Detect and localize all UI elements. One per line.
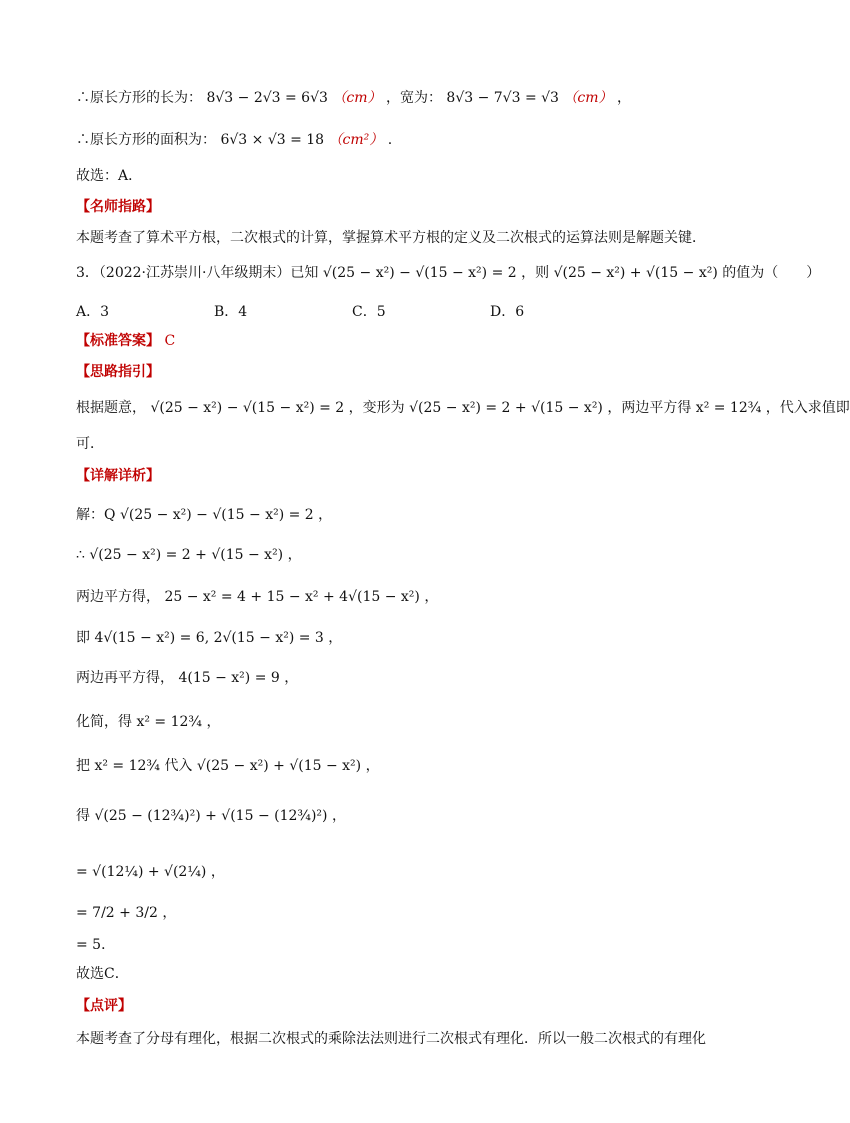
text: ， [617,90,631,106]
dianping-text: 本题考查了分母有理化，根据二次根式的乘除法法则进行二次根式有理化．所以一般二次根式的有理化 [76,1031,706,1047]
solution-step-2 [76,545,302,565]
option-b: B．4 [214,304,248,320]
text: ， [287,547,302,563]
text: 得 [76,808,90,824]
area-line [76,130,392,150]
math-expression: √(25 − x²) − √(15 − x²) = 2 [322,265,517,281]
standard-answer [76,331,175,351]
math-expression: 8√3 − 7√3 = √3 [446,90,559,106]
option-c: C．5 [352,304,386,320]
text: ，两边平方得 [607,400,692,416]
math-expression: 25 − x² = 4 + 15 − x² + 4√(15 − x²) [164,589,420,605]
text: ， [162,905,177,921]
unit: （cm²） [328,132,384,148]
solution-step-1 [76,505,332,525]
text: ， [365,758,380,774]
math-expression: 4(15 − x²) = 9 [178,670,280,686]
math-expression: √(25 − (12¾)²) + √(15 − (12¾)²) [94,808,328,824]
section-heading-dianping: 【点评】 [76,998,132,1014]
math-expression: x² = 12¾ [94,758,160,774]
text: ∴原长方形的长为： [76,90,202,106]
silu-text-cont: 可． [76,436,104,452]
text: 把 [76,758,90,774]
section-heading-xiangjie: 【详解详析】 [76,468,160,484]
math-expression: = √(12¼) + √(2¼) [76,864,207,880]
text: 即 [76,630,90,646]
math-expression: x² = 12¾ [136,714,202,730]
math-expression: x² = 12¾ [695,400,762,416]
text: ，变形为 [348,400,405,416]
solution-step-7 [76,756,380,776]
text: 两边平方得， [76,589,160,605]
question-source: 3．（2022·江苏崇川·八年级期末）已知 [76,265,319,281]
text: ， [424,589,439,605]
answer-value: C [164,333,176,349]
math-expression: 6√3 × √3 = 18 [220,132,325,148]
text: ， [284,670,299,686]
text: 根据题意， [76,400,146,416]
math-expression: √(25 − x²) − √(15 − x²) = 2 [119,507,314,523]
text: ∴ [76,547,85,563]
text: ，则 [521,265,550,281]
solution-step-10 [76,903,176,923]
choice-line: 故选：A． [76,168,143,184]
math-expression: 4√(15 − x²) = 6, 2√(15 − x²) = 3 [94,630,324,646]
mingshi-text: 本题考查了算术平方根，二次根式的计算，掌握算术平方根的定义及二次根式的运算法则是解题关键． [76,230,706,246]
math-expression: √(25 − x²) + √(15 − x²) [553,265,718,281]
unit: （cm） [332,90,382,106]
text: ∴原长方形的面积为： [76,132,216,148]
section-heading-silu: 【思路指引】 [76,364,160,380]
solution-step-3 [76,587,438,607]
text: 两边再平方得， [76,670,174,686]
text: ，宽为： [385,90,442,106]
text: . [387,132,393,148]
length-width-line [76,88,631,108]
solution-step-11: = 5． [76,937,116,953]
text: ， [331,808,346,824]
text: ，代入求值即 [765,400,850,416]
solution-step-8 [76,806,346,826]
math-expression: = 7/2 + 3/2 [76,905,158,921]
solution-step-4 [76,628,342,648]
math-expression: √(25 − x²) − √(15 − x²) = 2 [150,400,345,416]
unit: （cm） [563,90,613,106]
solution-step-9 [76,862,225,882]
solution-step-5 [76,668,298,688]
section-heading-answer: 【标准答案】 [76,333,160,349]
solution-step-6 [76,712,220,732]
question-3 [76,263,820,283]
math-expression: √(25 − x²) + √(15 − x²) [196,758,362,774]
option-d: D．6 [490,304,525,320]
solution-conclusion: 故选C． [76,966,129,982]
text: 解：Q [76,507,116,523]
section-heading-mingshi: 【名师指路】 [76,199,160,215]
text: ， [328,630,343,646]
text: 化简，得 [76,714,132,730]
text: 的值为（ ） [722,265,821,281]
text: ， [210,864,225,880]
text: ， [206,714,221,730]
math-expression: √(25 − x²) = 2 + √(15 − x²) [409,400,603,416]
math-expression: 8√3 − 2√3 = 6√3 [206,90,328,106]
math-expression: √(25 − x²) = 2 + √(15 − x²) [89,547,284,563]
option-a: A．3 [76,304,110,320]
silu-text [76,398,850,418]
text: ， [318,507,333,523]
text: 代入 [164,758,193,774]
